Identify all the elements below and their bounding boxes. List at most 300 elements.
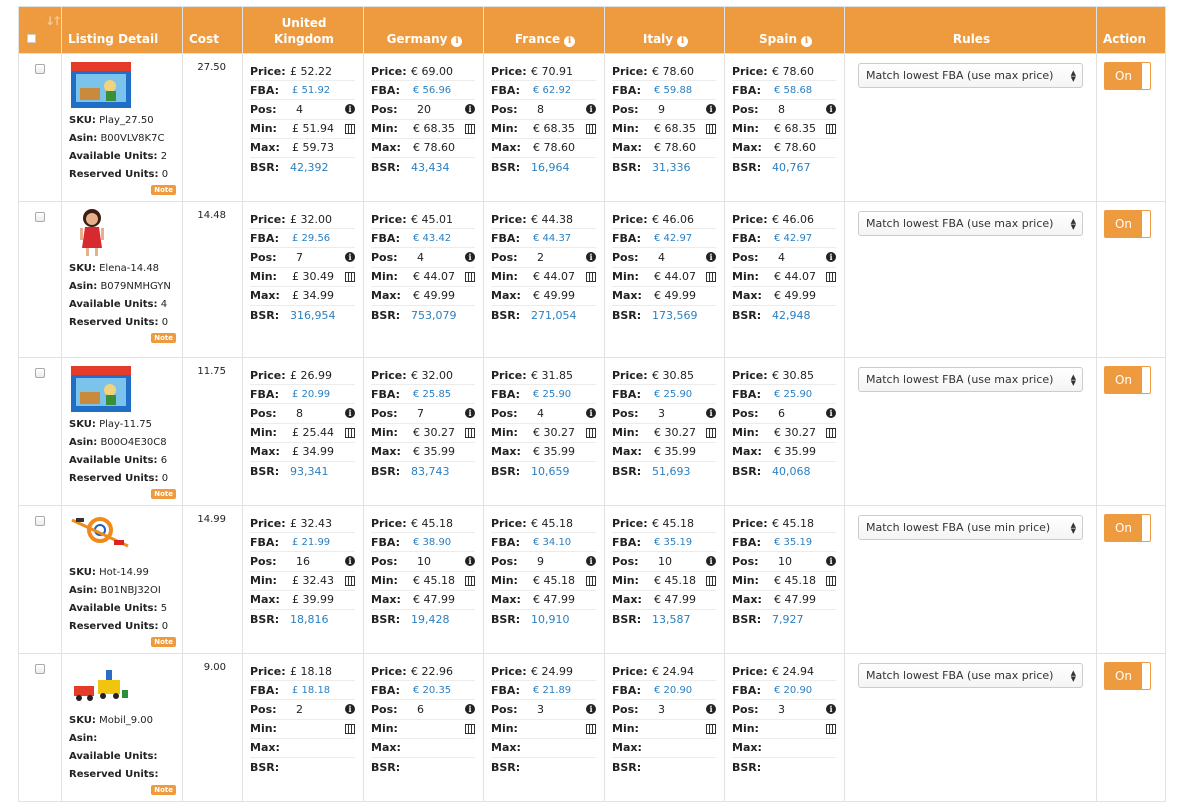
market-cell — [484, 654, 605, 802]
market-header-uk[interactable] — [243, 7, 364, 54]
calculator-icon[interactable] — [345, 124, 355, 134]
price-label: Price: — [250, 64, 286, 78]
cost-header[interactable]: Cost — [183, 7, 243, 54]
note-button[interactable]: Note — [151, 185, 176, 195]
min-row — [371, 572, 475, 591]
product-image[interactable] — [70, 364, 132, 414]
fba-value[interactable]: £ 29.56 — [292, 232, 331, 244]
fba-row — [491, 81, 596, 100]
calculator-icon[interactable] — [345, 576, 355, 586]
info-icon[interactable]: i — [586, 556, 596, 566]
max-label: Max: — [491, 445, 521, 459]
listing-table — [18, 6, 1166, 802]
fba-row — [732, 229, 836, 248]
max-row — [371, 287, 475, 306]
market-name: Germany — [386, 32, 448, 46]
info-icon[interactable]: i — [826, 408, 836, 418]
bsr-value[interactable]: 51,693 — [652, 465, 691, 479]
price-value: £ 32.43 — [290, 516, 332, 530]
fba-value[interactable]: £ 51.92 — [292, 84, 331, 96]
fba-value[interactable]: € 35.19 — [654, 536, 693, 548]
sku-line — [69, 564, 176, 582]
pos-row — [612, 404, 716, 423]
bsr-row — [371, 306, 475, 325]
info-icon[interactable]: i — [706, 252, 716, 262]
price-value: € 31.85 — [531, 368, 573, 382]
calculator-icon[interactable] — [345, 428, 355, 438]
min-row — [732, 572, 836, 591]
pos-value: 8 — [296, 406, 303, 420]
bsr-row — [732, 758, 836, 777]
listing-detail-header[interactable]: Listing Detail — [62, 7, 183, 54]
min-label: Min: — [491, 426, 518, 440]
price-label: Price: — [250, 516, 286, 530]
available-line — [69, 452, 176, 470]
min-label: Min: — [250, 270, 277, 284]
pos-row — [371, 100, 475, 119]
info-icon[interactable]: i — [801, 36, 812, 47]
bsr-value[interactable]: 753,079 — [411, 309, 457, 323]
calculator-icon[interactable] — [826, 576, 836, 586]
cost-value: 27.50 — [197, 62, 226, 73]
product-image[interactable] — [70, 660, 132, 710]
price-row — [491, 514, 596, 533]
bsr-value[interactable]: 18,816 — [290, 613, 329, 627]
bsr-label: BSR: — [491, 161, 521, 175]
max-label: Max: — [371, 445, 401, 459]
pos-label: Pos: — [250, 406, 277, 420]
calculator-icon[interactable] — [465, 576, 475, 586]
pos-value: 4 — [296, 102, 303, 116]
price-value: € 45.01 — [411, 212, 453, 226]
calculator-icon[interactable] — [826, 272, 836, 282]
cost-cell — [183, 654, 243, 802]
bsr-value[interactable]: 316,954 — [290, 309, 336, 323]
bsr-label: BSR: — [250, 465, 280, 479]
min-label: Min: — [491, 270, 518, 284]
asin-value: B00O4E30C8 — [100, 437, 167, 448]
calculator-icon[interactable] — [465, 272, 475, 282]
pos-label: Pos: — [371, 406, 398, 420]
info-icon[interactable]: i — [706, 408, 716, 418]
rule-select[interactable] — [858, 663, 1083, 688]
reserved-line — [69, 314, 176, 332]
min-label: Min: — [250, 574, 277, 588]
info-icon[interactable]: i — [564, 36, 575, 47]
fba-value[interactable]: € 42.97 — [774, 232, 813, 244]
info-icon[interactable]: i — [706, 556, 716, 566]
market-cell — [725, 54, 845, 202]
price-label: Price: — [732, 664, 768, 678]
rule-select[interactable] — [858, 367, 1083, 392]
on-off-toggle[interactable] — [1104, 366, 1151, 394]
available-value: 4 — [160, 299, 168, 310]
fba-label: FBA: — [732, 387, 762, 401]
info-icon[interactable]: i — [345, 704, 355, 714]
rule-selected-value: Match lowest FBA (use max price) — [866, 217, 1054, 230]
max-label: Max: — [371, 289, 401, 303]
info-icon[interactable]: i — [586, 252, 596, 262]
min-row — [371, 720, 475, 739]
listing-detail-cell — [62, 358, 183, 506]
fba-value[interactable]: € 20.35 — [413, 684, 452, 696]
price-value: € 32.00 — [411, 368, 453, 382]
note-wrap — [69, 332, 176, 343]
max-row — [732, 739, 836, 758]
max-label: Max: — [250, 141, 280, 155]
info-icon[interactable]: i — [465, 252, 475, 262]
calculator-icon[interactable] — [706, 124, 716, 134]
pos-row — [250, 552, 355, 571]
price-value: £ 18.18 — [290, 664, 332, 678]
info-icon[interactable]: i — [706, 704, 716, 714]
rule-select[interactable] — [858, 211, 1083, 236]
action-header: Action — [1097, 7, 1166, 54]
fba-value[interactable]: € 20.90 — [774, 684, 813, 696]
fba-label: FBA: — [612, 83, 642, 97]
pos-label: Pos: — [371, 554, 398, 568]
bsr-value[interactable]: 271,054 — [531, 309, 577, 323]
fba-row — [371, 229, 475, 248]
row-select-cell — [19, 202, 62, 358]
asin-line — [69, 130, 176, 148]
row-checkbox[interactable] — [35, 64, 45, 74]
sort-icon[interactable]: ↓↑ — [45, 14, 60, 28]
price-label: Price: — [491, 368, 527, 382]
calculator-icon[interactable] — [345, 724, 355, 734]
table-row — [19, 358, 1166, 506]
info-icon[interactable]: i — [345, 252, 355, 262]
bsr-value[interactable]: 42,948 — [772, 309, 811, 323]
calculator-icon[interactable] — [586, 428, 596, 438]
calculator-icon[interactable] — [706, 724, 716, 734]
price-value: £ 32.00 — [290, 212, 332, 226]
fba-value[interactable]: € 21.89 — [533, 684, 572, 696]
select-arrows-icon: ▲ ▼ — [1070, 373, 1076, 387]
pos-label: Pos: — [250, 250, 277, 264]
info-icon[interactable]: i — [826, 556, 836, 566]
max-label: Max: — [732, 741, 762, 755]
info-icon[interactable]: i — [677, 36, 688, 47]
calculator-icon[interactable] — [465, 124, 475, 134]
rule-select[interactable] — [858, 515, 1083, 540]
note-button[interactable]: Note — [151, 637, 176, 647]
info-icon[interactable]: i — [706, 104, 716, 114]
fba-label: FBA: — [371, 535, 401, 549]
market-header-es[interactable] — [725, 7, 845, 54]
calculator-icon[interactable] — [586, 272, 596, 282]
price-row — [732, 366, 836, 385]
market-cell — [725, 358, 845, 506]
fba-value[interactable]: € 25.90 — [654, 388, 693, 400]
market-name: France — [514, 32, 561, 46]
calculator-icon[interactable] — [706, 428, 716, 438]
fba-label: FBA: — [371, 683, 401, 697]
price-label: Price: — [371, 368, 407, 382]
pos-row — [491, 552, 596, 571]
row-checkbox[interactable] — [35, 212, 45, 222]
min-label: Min: — [491, 574, 518, 588]
sku-line — [69, 112, 176, 130]
sku-value: Mobil_9.00 — [99, 715, 154, 726]
calculator-icon[interactable] — [826, 428, 836, 438]
fba-value[interactable]: € 34.10 — [533, 536, 572, 548]
price-label: Price: — [250, 368, 286, 382]
bsr-value[interactable]: 13,587 — [652, 613, 691, 627]
market-cell — [364, 654, 484, 802]
pos-value: 20 — [417, 102, 431, 116]
info-icon[interactable]: i — [465, 408, 475, 418]
pos-value: 10 — [658, 554, 672, 568]
on-off-toggle[interactable] — [1104, 210, 1151, 238]
listing-table-container — [18, 6, 1165, 802]
pos-row — [250, 100, 355, 119]
info-icon[interactable]: i — [586, 104, 596, 114]
min-row — [491, 120, 596, 139]
pos-value: 6 — [778, 406, 785, 420]
min-value: € 45.18 — [533, 574, 575, 588]
select-all-header — [19, 7, 62, 54]
calculator-icon[interactable] — [586, 124, 596, 134]
calculator-icon[interactable] — [706, 272, 716, 282]
fba-row — [732, 385, 836, 404]
reserved-label: Reserved Units: — [69, 473, 159, 484]
pos-row — [491, 248, 596, 267]
fba-value[interactable]: € 20.90 — [654, 684, 693, 696]
market-header-it[interactable] — [605, 7, 725, 54]
max-label: Max: — [371, 741, 401, 755]
rules-header: Rules — [845, 7, 1097, 54]
fba-value[interactable]: € 44.37 — [533, 232, 572, 244]
rule-select[interactable] — [858, 63, 1083, 88]
row-select-cell — [19, 358, 62, 506]
fba-value[interactable]: € 43.42 — [413, 232, 452, 244]
bsr-value[interactable]: 10,910 — [531, 613, 570, 627]
min-row — [491, 424, 596, 443]
fba-value[interactable]: £ 18.18 — [292, 684, 331, 696]
market-header-de[interactable] — [364, 7, 484, 54]
max-value: € 35.99 — [413, 445, 455, 459]
select-all-checkbox[interactable] — [27, 34, 36, 43]
info-icon[interactable]: i — [826, 704, 836, 714]
asin-value: B00VLV8K7C — [100, 133, 165, 144]
pos-value: 6 — [417, 702, 424, 716]
bsr-value[interactable]: 16,964 — [531, 161, 570, 175]
min-value: € 30.27 — [413, 426, 455, 440]
info-icon[interactable]: i — [586, 704, 596, 714]
fba-label: FBA: — [612, 683, 642, 697]
max-value: € 78.60 — [654, 141, 696, 155]
fba-value[interactable]: £ 20.99 — [292, 388, 331, 400]
max-label: Max: — [371, 593, 401, 607]
bsr-label: BSR: — [371, 613, 401, 627]
listing-detail-cell — [62, 54, 183, 202]
price-label: Price: — [371, 212, 407, 226]
row-checkbox[interactable] — [35, 664, 45, 674]
note-button[interactable]: Note — [151, 489, 176, 499]
on-off-toggle[interactable] — [1104, 662, 1151, 690]
min-label: Min: — [732, 270, 759, 284]
min-value: € 45.18 — [413, 574, 455, 588]
pos-row — [371, 552, 475, 571]
max-value: € 49.99 — [413, 289, 455, 303]
info-icon[interactable]: i — [826, 104, 836, 114]
note-button[interactable]: Note — [151, 785, 176, 795]
bsr-value[interactable]: 40,068 — [772, 465, 811, 479]
fba-value[interactable]: € 56.96 — [413, 84, 452, 96]
min-value: € 44.07 — [654, 270, 696, 284]
min-row — [491, 572, 596, 591]
fba-value[interactable]: € 58.68 — [774, 84, 813, 96]
pos-label: Pos: — [612, 102, 639, 116]
bsr-value[interactable]: 173,569 — [652, 309, 698, 323]
market-cell — [725, 506, 845, 654]
fba-value[interactable]: £ 21.99 — [292, 536, 331, 548]
bsr-row — [250, 758, 355, 777]
note-button[interactable]: Note — [151, 333, 176, 343]
product-image[interactable] — [70, 512, 132, 562]
bsr-value[interactable]: 40,767 — [772, 161, 811, 175]
calculator-icon[interactable] — [586, 724, 596, 734]
calculator-icon[interactable] — [345, 272, 355, 282]
market-header-fr[interactable] — [484, 7, 605, 54]
pos-value: 2 — [537, 250, 544, 264]
fba-label: FBA: — [491, 535, 521, 549]
bsr-row — [250, 462, 355, 481]
max-value: € 35.99 — [654, 445, 696, 459]
on-off-toggle[interactable] — [1104, 514, 1151, 542]
bsr-row — [612, 758, 716, 777]
calculator-icon[interactable] — [706, 576, 716, 586]
price-value: € 46.06 — [772, 212, 814, 226]
max-value: € 78.60 — [413, 141, 455, 155]
min-label: Min: — [732, 574, 759, 588]
calculator-icon[interactable] — [826, 124, 836, 134]
price-label: Price: — [250, 212, 286, 226]
bsr-value[interactable]: 19,428 — [411, 613, 450, 627]
market-cell — [364, 506, 484, 654]
price-row — [491, 62, 596, 81]
fba-row — [371, 533, 475, 552]
calculator-icon[interactable] — [465, 428, 475, 438]
pos-label: Pos: — [732, 406, 759, 420]
price-row — [250, 210, 355, 229]
info-icon[interactable]: i — [345, 556, 355, 566]
calculator-icon[interactable] — [465, 724, 475, 734]
max-value: £ 39.99 — [292, 593, 334, 607]
min-label: Min: — [371, 722, 398, 736]
action-cell — [1097, 358, 1166, 506]
pos-value: 8 — [537, 102, 544, 116]
pos-label: Pos: — [732, 554, 759, 568]
info-icon[interactable]: i — [826, 252, 836, 262]
cost-cell — [183, 506, 243, 654]
price-value: € 24.99 — [531, 664, 573, 678]
bsr-value[interactable]: 42,392 — [290, 161, 329, 175]
on-off-toggle[interactable] — [1104, 62, 1151, 90]
fba-label: FBA: — [371, 231, 401, 245]
bsr-value[interactable]: 93,341 — [290, 465, 329, 479]
bsr-value[interactable]: 31,336 — [652, 161, 691, 175]
info-icon[interactable]: i — [465, 704, 475, 714]
min-row — [250, 572, 355, 591]
price-value: € 45.18 — [652, 516, 694, 530]
fba-row — [250, 385, 355, 404]
row-checkbox[interactable] — [35, 368, 45, 378]
pos-row — [371, 404, 475, 423]
info-icon[interactable]: i — [465, 104, 475, 114]
min-value: € 68.35 — [533, 122, 575, 136]
market-cell — [243, 654, 364, 802]
min-row — [612, 120, 716, 139]
max-label: Max: — [491, 741, 521, 755]
bsr-label: BSR: — [612, 161, 642, 175]
sku-label: SKU: — [69, 263, 96, 274]
row-checkbox[interactable] — [35, 516, 45, 526]
bsr-value[interactable]: 7,927 — [772, 613, 804, 627]
bsr-value[interactable]: 83,743 — [411, 465, 450, 479]
fba-label: FBA: — [732, 535, 762, 549]
fba-value[interactable]: € 59.88 — [654, 84, 693, 96]
info-icon[interactable]: i — [345, 408, 355, 418]
price-row — [612, 514, 716, 533]
min-row — [612, 720, 716, 739]
min-row — [250, 120, 355, 139]
cost-cell — [183, 54, 243, 202]
reserved-label: Reserved Units: — [69, 317, 159, 328]
product-image[interactable] — [70, 208, 132, 258]
fba-value[interactable]: € 25.90 — [774, 388, 813, 400]
price-value: £ 26.99 — [290, 368, 332, 382]
max-value: £ 59.73 — [292, 141, 334, 155]
fba-label: FBA: — [250, 387, 280, 401]
calculator-icon[interactable] — [586, 576, 596, 586]
reserved-line — [69, 618, 176, 636]
bsr-label: BSR: — [732, 465, 762, 479]
info-icon[interactable]: i — [451, 36, 462, 47]
fba-row — [250, 681, 355, 700]
calculator-icon[interactable] — [826, 724, 836, 734]
pos-label: Pos: — [371, 102, 398, 116]
min-row — [371, 120, 475, 139]
fba-value[interactable]: € 42.97 — [654, 232, 693, 244]
fba-value[interactable]: € 62.92 — [533, 84, 572, 96]
fba-value[interactable]: € 25.85 — [413, 388, 452, 400]
pos-row — [612, 552, 716, 571]
asin-line — [69, 434, 176, 452]
fba-value[interactable]: € 38.90 — [413, 536, 452, 548]
info-icon[interactable]: i — [345, 104, 355, 114]
info-icon[interactable]: i — [465, 556, 475, 566]
bsr-value[interactable]: 43,434 — [411, 161, 450, 175]
price-row — [732, 62, 836, 81]
bsr-value[interactable]: 10,659 — [531, 465, 570, 479]
pos-label: Pos: — [371, 250, 398, 264]
max-label: Max: — [250, 593, 280, 607]
pos-label: Pos: — [491, 406, 518, 420]
fba-value[interactable]: € 35.19 — [774, 536, 813, 548]
pos-label: Pos: — [732, 102, 759, 116]
bsr-row — [250, 158, 355, 177]
product-image[interactable] — [70, 60, 132, 110]
max-row — [612, 139, 716, 158]
toggle-label: On — [1105, 63, 1142, 89]
price-row — [732, 662, 836, 681]
max-value: € 49.99 — [774, 289, 816, 303]
min-row — [371, 424, 475, 443]
fba-value[interactable]: € 25.90 — [533, 388, 572, 400]
info-icon[interactable]: i — [586, 408, 596, 418]
